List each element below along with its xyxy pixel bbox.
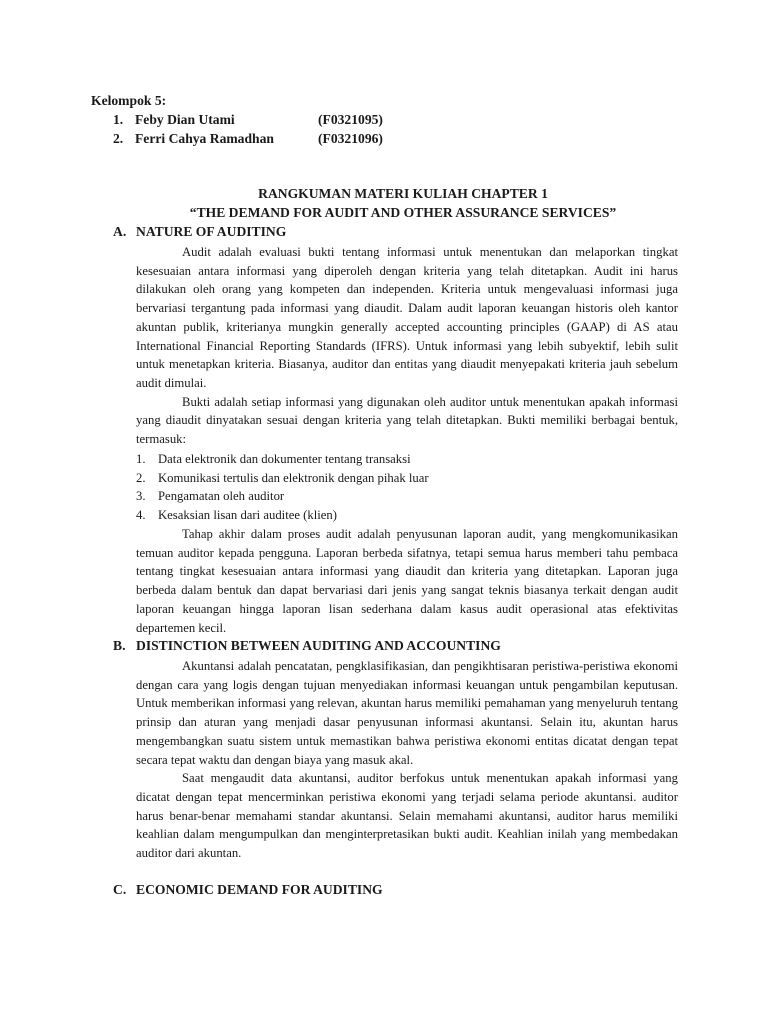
member-number: 1.: [113, 112, 124, 127]
section-a-body: [136, 243, 678, 449]
list-item: 4. Kesaksian lisan dari auditee (klien): [136, 508, 337, 523]
section-title: DISTINCTION BETWEEN AUDITING AND ACCOUNTING: [136, 638, 501, 653]
member-name: Feby Dian Utami: [135, 112, 235, 127]
list-item: 3. Pengamatan oleh auditor: [136, 489, 285, 504]
paragraph: Bukti adalah setiap informasi yang digunakan oleh auditor untuk menentukan apakah informasi yang diaudit dinyatakan sesuai dengan kriteria yang telah ditetapkan. Bukti memiliki berbagai bentuk, termasuk:: [136, 394, 678, 447]
paragraph: Tahap akhir dalam proses audit adalah penyusunan laporan audit, yang mengkomunikasikan temuan auditor kepada pengguna. Laporan berbeda sifatnya, tetapi semua harus memberi tahu pembaca tentang tingkat kesesuaian antara informasi yang diaudit dan kriteria yang ditetapkan. Laporan juga berbeda dalam bentuk dan dapat bervariasi dari jenis yang sangat teknis biasanya terkait dengan audit laporan keuangan hingga laporan lisan sederhana dalam kasus audit operasional atas efektivitas departemen kecil.: [136, 527, 678, 635]
paragraph: Audit adalah evaluasi bukti tentang informasi untuk menentukan dan melaporkan tingkat kesesuaian antara informasi yang diperoleh dengan kriteria yang telah ditetapkan. Audit ini harus dilakukan oleh orang yang kompeten dan independen. Kriteria untuk mengevaluasi informasi juga bervariasi tergantung pada informasi yang diaudit. Dalam audit laporan keuangan historis oleh kantor akuntan publik, kriterianya mungkin generally accepted accounting principles (GAAP) di AS atau International Financial Reporting Standards (IFRS). Untuk informasi yang lebih subyektif, lebih sulit untuk menetapkan kriteria. Biasanya, auditor dan entitas yang diaudit menyepakati kriteria jauh sebelum audit dimulai.: [136, 245, 678, 390]
paragraph: Akuntansi adalah pencatatan, pengklasifikasian, dan pengikhtisaran peristiwa-peristiwa ekonomi dengan cara yang logis dengan tujuan menyediakan informasi keuangan untuk pengambilan keputusan. Untuk memberikan informasi yang relevan, akuntan harus memiliki pemahaman yang menyeluruh tentang prinsip dan aturan yang menjadi dasar penyusunan informasi akuntansi. Selain itu, akuntan harus mengembangkan suatu sistem untuk memastikan bahwa peristiwa ekonomi entitas dicatat dengan tepat secara tepat waktu dan dengan biaya yang masuk akal.: [136, 659, 678, 767]
list-item: 1. Data elektronik dan dokumenter tentang transaksi: [136, 452, 411, 466]
list-item: 2. Komunikasi tertulis dan elektronik dengan pihak luar: [136, 470, 429, 485]
section-letter: A.: [113, 224, 127, 239]
section-title: NATURE OF AUDITING: [136, 224, 287, 239]
document-title: RANGKUMAN MATERI KULIAH CHAPTER 1: [258, 186, 548, 201]
member-name: Ferri Cahya Ramadhan: [135, 131, 274, 146]
section-letter: B.: [113, 638, 126, 653]
document-subtitle: “THE DEMAND FOR AUDIT AND OTHER ASSURANCE SERVICES”: [189, 205, 617, 220]
section-b-body: [136, 657, 678, 863]
section-title: ECONOMIC DEMAND FOR AUDITING: [136, 882, 383, 897]
group-title: Kelompok 5:: [91, 93, 167, 108]
evidence-list: [136, 450, 678, 525]
paragraph: Saat mengaudit data akuntansi, auditor berfokus untuk menentukan apakah informasi yang dicatat dengan tepat mencerminkan peristiwa ekonomi yang terjadi selama periode akuntansi. auditor harus benar-benar memahami standar akuntansi. Selain memahami akuntansi, auditor harus memiliki keahlian dalam mengumpulkan dan menginterpretasikan bukti audit. Keahlian inilah yang membedakan auditor dari akuntan.: [136, 771, 678, 861]
member-id: (F0321095): [318, 112, 383, 127]
member-id: (F0321096): [318, 131, 383, 146]
member-number: 2.: [113, 131, 124, 146]
section-a-body-cont: [136, 525, 678, 637]
section-letter: C.: [113, 882, 127, 897]
